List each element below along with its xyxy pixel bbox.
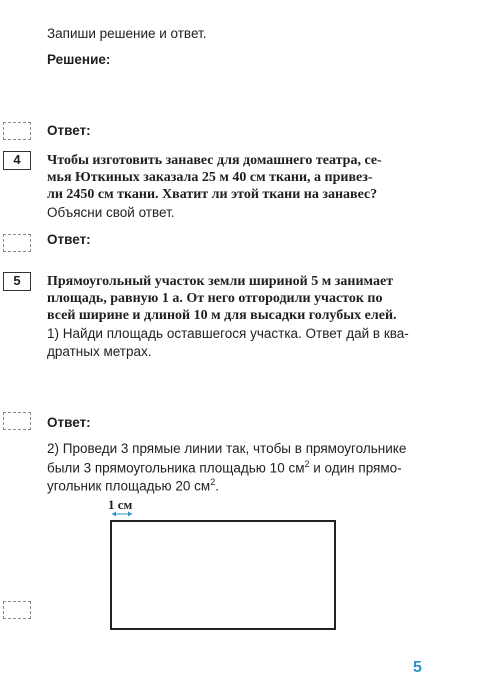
task5-q2-line3: угольник площадью 20 $см^2$. <box>47 477 219 494</box>
instruction-text: Запиши решение и ответ. <box>47 26 207 41</box>
task5-q2-line2: были 3 прямоугольника площадью 10 $см^2$ и один прямо- <box>47 459 402 476</box>
drawing-rectangle[interactable] <box>110 520 336 630</box>
solution-label: Решение: <box>47 52 111 67</box>
task-number-4: 4 <box>3 151 31 170</box>
task5-q1-line2: дратных метрах. <box>47 344 152 359</box>
scale-arrow-icon <box>110 510 134 518</box>
answer-box-4[interactable] <box>3 234 31 252</box>
task5-q1-line1: 1) Найди площадь оставшегося участка. Ответ дай в ква- <box>47 326 409 341</box>
task4-line3: ли 2450 см ткани. Хватит ли этой ткани на занавес? <box>47 187 378 202</box>
task4-line4: Объясни свой ответ. <box>47 205 175 220</box>
answer-box-6[interactable] <box>3 601 31 619</box>
task4-line2: мья Юткиных заказала 25 м 40 см ткани, а привез- <box>47 170 373 185</box>
task5-line2: площадь, равную 1 а. От него отгородили участок по <box>47 291 383 306</box>
answer-box-1[interactable] <box>3 122 31 140</box>
scale-label: 1 см <box>108 497 133 512</box>
task-number-5: 5 <box>3 272 31 291</box>
page-number: 5 <box>413 659 422 676</box>
task5-answer-label: Ответ: <box>47 415 91 430</box>
task5-line3: всей ширине и длиной 10 м для высадки голубых елей. <box>47 308 397 323</box>
task5-line1: Прямоугольный участок земли шириной 5 м занимает <box>47 274 394 289</box>
task4-answer-label: Ответ: <box>47 232 91 247</box>
task5-q2-line1: 2) Проведи 3 прямые линии так, чтобы в прямоугольнике <box>47 441 407 456</box>
task4-line1: Чтобы изготовить занавес для домашнего театра, се- <box>47 153 382 168</box>
answer-box-5[interactable] <box>3 412 31 430</box>
answer-label-1: Ответ: <box>47 123 91 138</box>
